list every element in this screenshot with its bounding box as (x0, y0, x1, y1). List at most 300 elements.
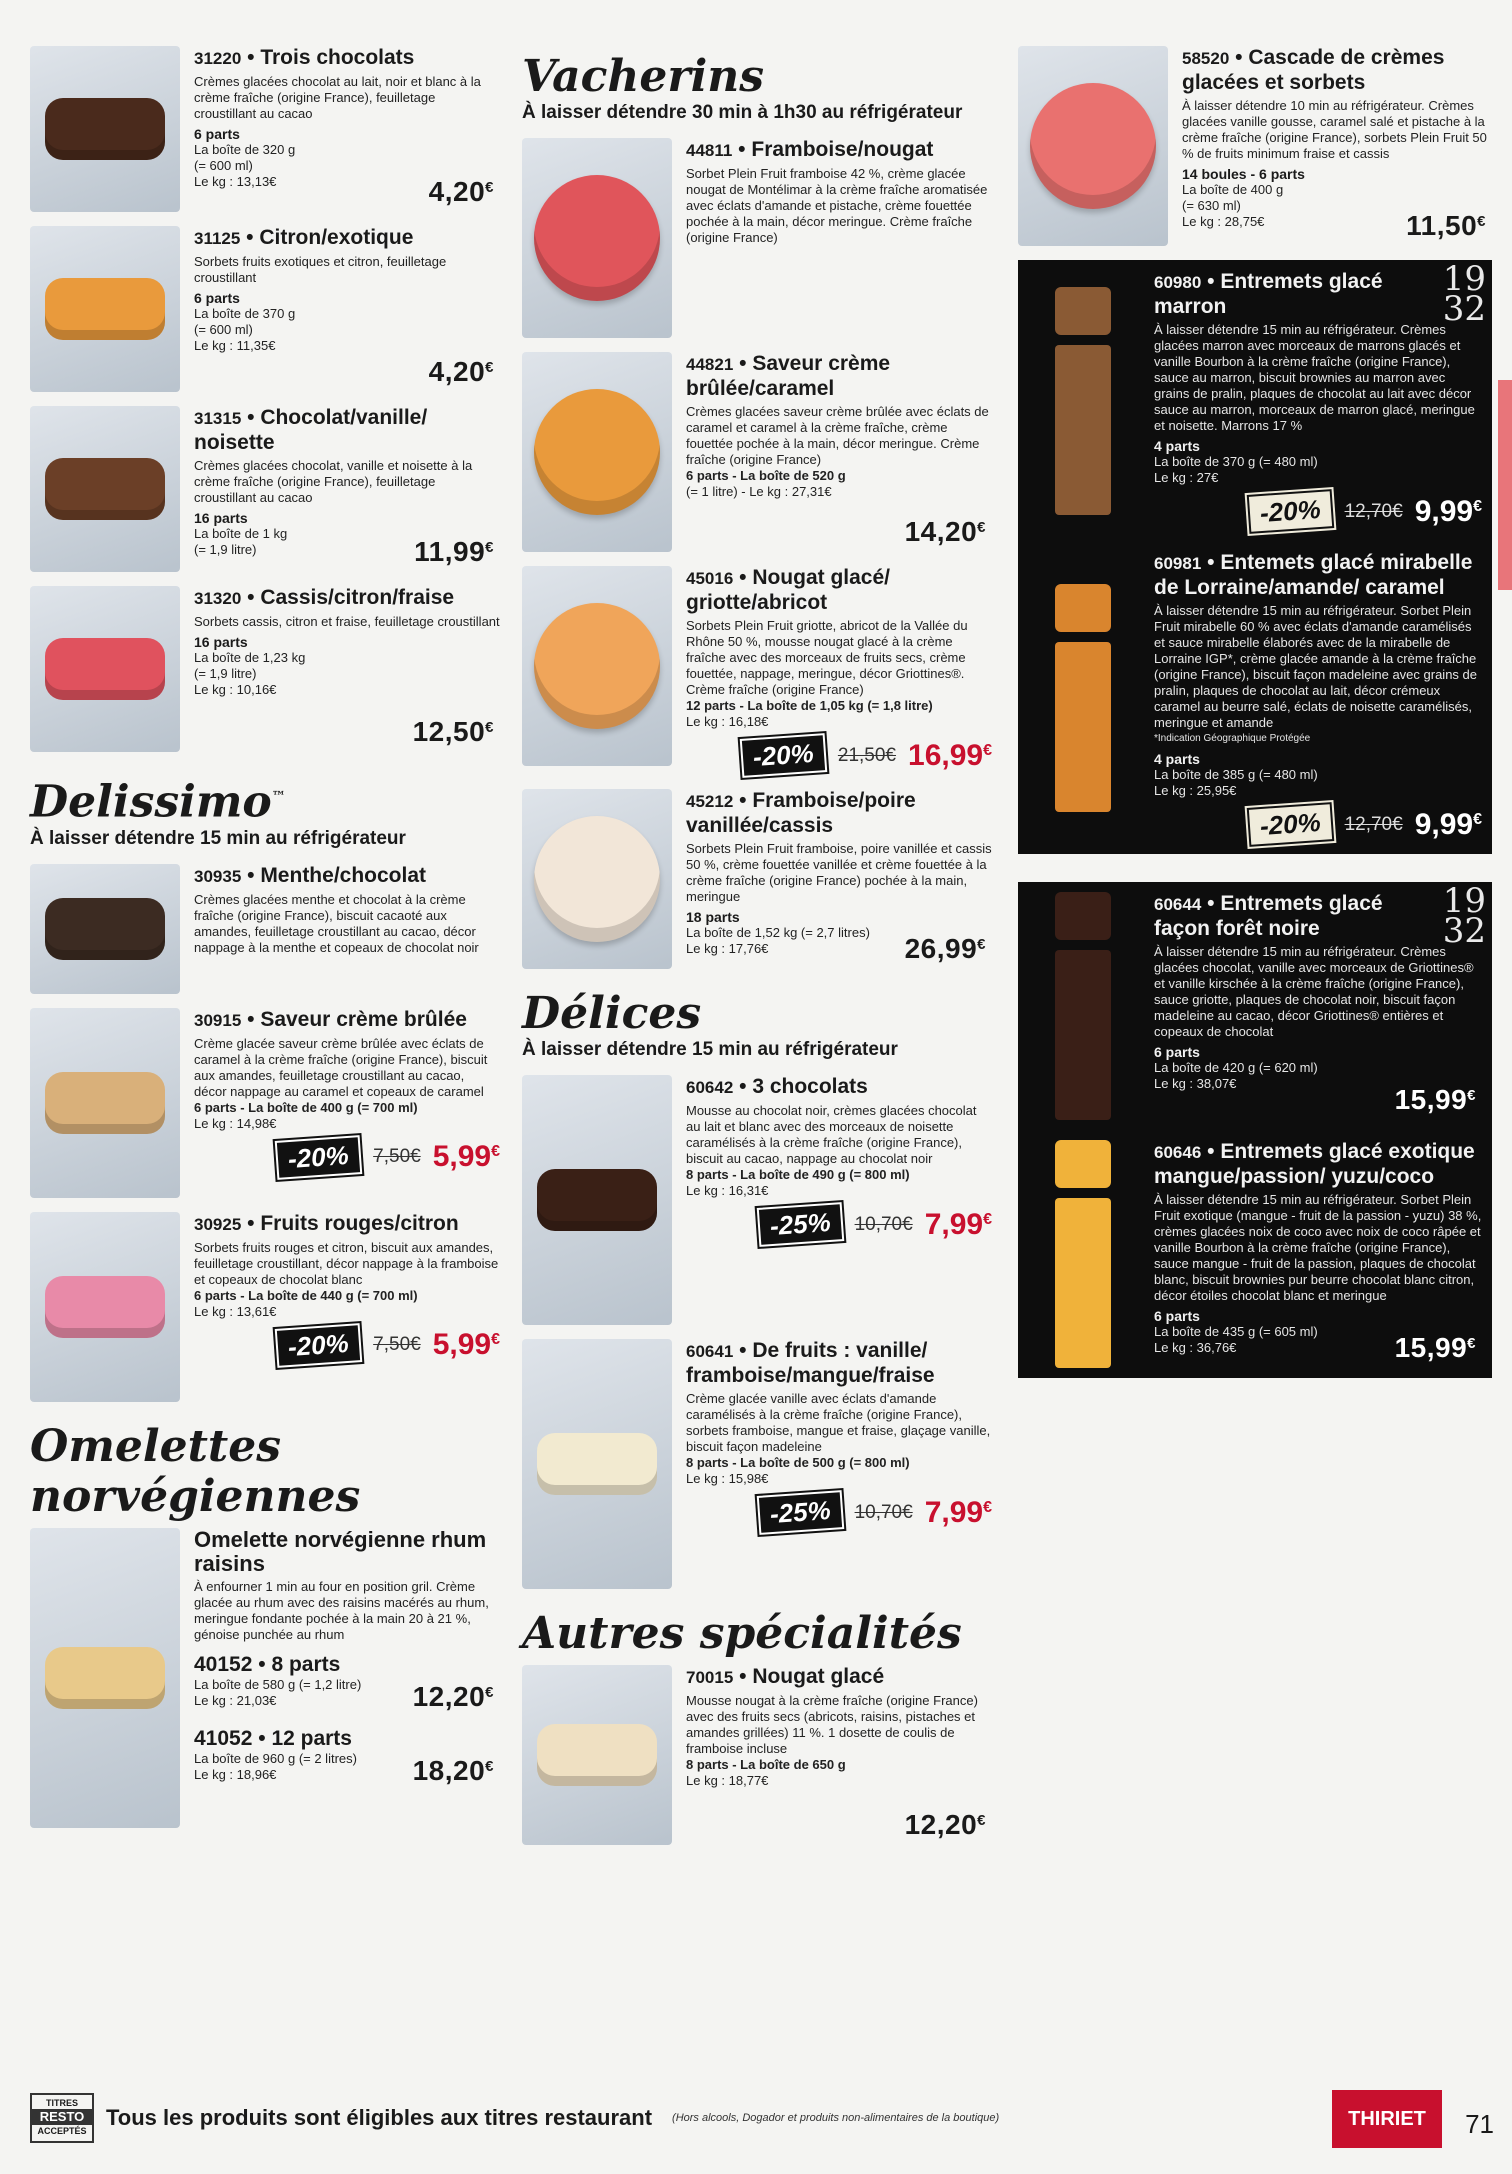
euro-sign: € (983, 741, 992, 759)
bullet: • (1201, 1140, 1221, 1163)
euro-sign: € (485, 1683, 494, 1701)
product-shape (537, 1433, 657, 1495)
product-info (1182, 46, 1492, 246)
bullet: • (252, 1726, 272, 1750)
product-title (686, 1075, 992, 1100)
price (429, 176, 494, 208)
product-title (194, 1008, 500, 1033)
logo-year-part: 19 (1442, 881, 1486, 921)
old-price: 7,50€ (373, 1334, 421, 1356)
product-title (1154, 551, 1482, 600)
product-photo (1028, 1140, 1138, 1368)
euro-sign: € (977, 1812, 986, 1829)
product-photo (522, 1665, 672, 1845)
product-info (1154, 551, 1482, 844)
euro-sign: € (1473, 810, 1482, 828)
euro-sign: € (1473, 497, 1482, 515)
product-photo (522, 566, 672, 766)
price-value: 26,99 (904, 933, 978, 964)
product-title (194, 226, 500, 251)
product-shape (534, 603, 660, 729)
bullet: • (733, 1339, 753, 1362)
product-slice (1055, 1140, 1111, 1188)
product-code: 44811 (686, 141, 733, 160)
price-value: 11,99 (414, 536, 486, 567)
section-subtitle: À laisser détendre 30 min à 1h30 au réfrigérateur (522, 102, 963, 123)
product-price-per-kg: Le kg : 38,07€ (1154, 1076, 1237, 1091)
product-photo (522, 138, 672, 338)
promo-row (1154, 492, 1482, 531)
product-code: 44821 (686, 355, 734, 374)
product-shape (534, 816, 660, 942)
logo-year-part: 32 (1442, 911, 1486, 951)
price (905, 516, 986, 548)
product-pack: La boîte de 320 g (194, 142, 296, 157)
product-name: Entremets glacé exotique mangue/passion/ yuzu/coco (1154, 1140, 1475, 1188)
bullet: • (1201, 892, 1221, 915)
variant-parts: 12 parts (271, 1726, 352, 1750)
product-photo (522, 1339, 672, 1589)
product-title (686, 566, 992, 615)
product-info (194, 586, 500, 752)
product-bar (1055, 950, 1111, 1120)
product-card (30, 40, 500, 220)
product-card-dark (1018, 1130, 1492, 1378)
product-photo (30, 1528, 180, 1828)
product-title (194, 586, 500, 611)
promo-row (194, 1138, 500, 1177)
product-photo (30, 226, 180, 392)
product-name: Entemets glacé mirabelle de Lorraine/amande/ caramel (1154, 551, 1473, 599)
product-bar (1055, 642, 1111, 812)
product-variant (194, 1727, 500, 1791)
titres-resto-logo-line: TITRES (45, 2098, 78, 2108)
titres-resto-logo-line: ACCEPTÉS (37, 2126, 87, 2136)
product-shape (1030, 83, 1156, 209)
bullet: • (732, 138, 752, 161)
product-code: 70015 (686, 1668, 734, 1687)
new-price (1415, 808, 1482, 842)
product-description: À laisser détendre 10 min au réfrigérateur. Crèmes glacées vanille gousse, caramel salé et pistache à la crème fraîche (origine France), sorbets Plein Fruit 50 % de fruits minimum fraise et cassis (1182, 98, 1487, 161)
old-price: 21,50€ (837, 744, 897, 766)
product-code: 60981 (1154, 554, 1202, 573)
product-card (522, 783, 992, 977)
product-card (30, 400, 500, 580)
product-price-per-kg: Le kg : 27€ (1154, 470, 1219, 485)
product-title (194, 864, 500, 889)
bullet: • (241, 406, 261, 429)
new-price-value: 9,99 (1414, 807, 1474, 841)
product-title (194, 406, 500, 455)
product-card (30, 1002, 500, 1206)
titres-resto-logo (30, 2093, 94, 2143)
product-name: De fruits : vanille/ framboise/mangue/fraise (686, 1339, 935, 1387)
bullet: • (733, 352, 753, 375)
price (429, 356, 494, 388)
logo-year-part: 19 (1442, 259, 1486, 299)
product-photo (30, 586, 180, 752)
discount-badge: -20% (1247, 802, 1334, 847)
euro-sign: € (977, 519, 986, 536)
product-shape (534, 389, 660, 515)
product-info (194, 1008, 500, 1198)
product-parts: 6 parts (1154, 1044, 1200, 1060)
product-card (522, 1069, 992, 1333)
product-pack: La boîte de 435 g (= 605 ml) (1154, 1324, 1318, 1339)
column-right (1018, 40, 1492, 1378)
product-description: À laisser détendre 15 min au réfrigérateur. Sorbet Plein Fruit mirabelle 60 % avec éclats d'amande caramélisés et sauce mirabelle élaborés avec de la mirabelle de Lorraine IGP*, crème glacée amande à la crème fraîche (origine France), biscuit façon madeleine avec grains de pralin, plaques de chocolat au lait, décor crémeux caramel au beurre salé, éclats de noisette caramélisés, meringue et amande (1154, 603, 1478, 730)
product-pack: 8 parts - La boîte de 490 g (= 800 ml) (686, 1167, 910, 1182)
product-code: 58520 (1182, 49, 1230, 68)
product-code: 40152 (194, 1652, 253, 1676)
product-shape (45, 98, 165, 160)
new-price-value: 5,99 (432, 1328, 492, 1362)
product-card (30, 580, 500, 760)
product-pack: La boîte de 1,23 kg (194, 650, 306, 665)
product-description: Sorbets Plein Fruit griotte, abricot de la Vallée du Rhône 50 %, mousse nougat glacé à la crème fraîche avec des morceaux de fruits secs, crème fouettée, nappage, meringue, décor Griottines®. Crème fraîche (origine France) (686, 618, 968, 697)
product-pack: (= 1,9 litre) (194, 666, 257, 681)
product-parts: 6 parts (194, 290, 240, 306)
price-value: 18,20 (412, 1754, 486, 1786)
product-card (30, 1522, 500, 1836)
product-card (522, 346, 992, 560)
new-price (1415, 495, 1482, 529)
product-parts: 6 parts (194, 126, 240, 142)
column-left (30, 40, 500, 1836)
product-code: 31125 (194, 229, 241, 248)
product-code: 60980 (1154, 273, 1202, 292)
product-shape (45, 1276, 165, 1338)
product-description: Sorbets fruits rouges et citron, biscuit aux amandes, feuilletage croustillant, décor nappage à la framboise et copeaux de chocolat blanc (194, 1239, 499, 1287)
product-pack: La boîte de 1,52 kg (= 2,7 litres) (686, 925, 870, 940)
product-pack: La boîte de 420 g (= 620 ml) (1154, 1060, 1318, 1075)
product-pack: Le kg : 11,35€ (194, 338, 276, 353)
product-description: À laisser détendre 15 min au réfrigérateur. Sorbet Plein Fruit exotique (mangue - fruit de la passion - yuzu) 38 %, crèmes glacées noix de coco avec noix de coco râpée et vanille Bourbon à la crème fraîche (origine France), sauce mangue - fruit de la passion, plaques de chocolat blanc, biscuit brownies pur beurre chocolat blanc citron, décor étoiles chocolat blanc et meringue (1154, 1192, 1482, 1303)
product-info (1154, 892, 1482, 1120)
euro-sign: € (1467, 1087, 1476, 1104)
product-price-per-kg: Le kg : 13,61€ (194, 1303, 277, 1319)
product-title (194, 1212, 500, 1237)
product-pack: La boîte de 580 g (= 1,2 litre) (194, 1676, 362, 1692)
bullet: • (241, 1211, 261, 1235)
product-name: Fruits rouges/citron (260, 1211, 459, 1235)
section-title-delices: Délices (522, 988, 702, 1039)
product-code: 31220 (194, 49, 242, 68)
product-price-per-kg: Le kg : 16,18€ (686, 714, 769, 729)
product-name: Saveur crème brûlée (260, 1007, 467, 1031)
product-card-dark (1018, 541, 1492, 854)
new-price (925, 1496, 992, 1530)
new-price-value: 7,99 (924, 1495, 984, 1529)
product-code: 60644 (1154, 895, 1202, 914)
dark-panel-2 (1018, 882, 1492, 1378)
euro-sign: € (983, 1210, 992, 1228)
product-price-per-kg: Le kg : 25,95€ (1154, 783, 1237, 798)
product-title (1154, 1140, 1482, 1189)
product-name: Nougat glacé/ griotte/abricot (686, 566, 891, 614)
product-pack: 12 parts - La boîte de 1,05 kg (= 1,8 litre) (686, 698, 933, 713)
product-description: Crème glacée saveur crème brûlée avec éclats de caramel à la crème fraîche (origine France), biscuit aux amandes, feuilletage croustillant au cacao, décor nappage au caramel et copeaux de caramel (194, 1035, 488, 1099)
product-shape (537, 1724, 657, 1786)
old-price: 10,70€ (854, 1213, 913, 1235)
euro-sign: € (977, 936, 986, 953)
new-price (925, 1208, 992, 1242)
product-card (522, 1333, 992, 1597)
price-value: 12,20 (412, 1680, 486, 1712)
product-info (686, 789, 992, 969)
product-price-per-kg: Le kg : 15,98€ (686, 1471, 769, 1486)
discount-badge: -20% (1247, 489, 1334, 534)
product-pack: 6 parts - La boîte de 520 g (686, 468, 846, 483)
bullet: • (240, 226, 260, 249)
product-name: Entremets glacé marron (1154, 270, 1383, 318)
discount-badge: -25% (757, 1490, 844, 1535)
price (905, 933, 986, 965)
product-description: Mousse nougat à la crème fraîche (origine France) avec des fruits secs (abricots, raisins, pistaches et amandes grillées) 11 %. 1 dosette de coulis de framboise incluse (686, 1693, 978, 1756)
product-photo (1018, 46, 1168, 246)
product-description: Sorbets cassis, citron et fraise, feuilletage croustillant (194, 614, 500, 629)
bullet: • (733, 1665, 753, 1688)
bullet: • (1201, 551, 1221, 574)
product-shape (45, 638, 165, 700)
discount-badge: -25% (757, 1202, 844, 1247)
discount-badge: -20% (275, 1323, 362, 1368)
product-description: À laisser détendre 15 min au réfrigérateur. Crèmes glacées marron avec morceaux de marrons glacés et vanille Bourbon à la crème fraîche (origine France), sauce au marron, biscuit brownies au marron avec grains de pralin, plaques de chocolat au lait avec décor sauce au marron, morceaux de marron glacé, meringue et noisette. Marrons 17 % (1154, 322, 1475, 433)
product-price-per-kg: Le kg : 16,31€ (686, 1183, 769, 1198)
euro-sign: € (491, 1331, 500, 1349)
logo-year-part: 32 (1442, 289, 1486, 329)
price (413, 1755, 494, 1787)
product-name: Menthe/chocolat (260, 863, 426, 887)
discount-badge: -20% (275, 1135, 362, 1180)
product-photo (30, 864, 180, 994)
product-info (686, 1339, 992, 1589)
price-value: 12,20 (904, 1809, 978, 1840)
euro-sign: € (1477, 213, 1486, 230)
promo-row (686, 736, 992, 775)
product-info (686, 1075, 992, 1325)
euro-sign: € (485, 539, 494, 556)
old-price: 10,70€ (854, 1501, 913, 1523)
product-photo (1028, 270, 1138, 531)
product-description: Crèmes glacées menthe et chocolat à la crème fraîche (origine France), biscuit cacaoté aux amandes, feuilletage croustillant au cacao, décor nappage à la menthe et copeaux de chocolat noir (194, 891, 479, 955)
section-title-omelettes: Omelettes norvégiennes (30, 1420, 361, 1522)
section-title-vacherins: Vacherins (522, 51, 765, 102)
product-info (1154, 1140, 1482, 1368)
product-description: Crème glacée vanille avec éclats d'amande caramélisés à la crème fraîche (origine France), sorbets framboise, mangue et fraise, glaçage vanille, biscuit façon madeleine (686, 1391, 991, 1454)
product-description: Crèmes glacées chocolat, vanille et noisette à la crème fraîche (origine France), feuilletage croustillant au cacao (194, 458, 473, 505)
product-info (686, 138, 992, 338)
price (414, 536, 494, 568)
section-subtitle: À laisser détendre 15 min au réfrigérateur (30, 827, 406, 849)
product-pack: 8 parts - La boîte de 500 g (= 800 ml) (686, 1455, 910, 1470)
product-shape (45, 1072, 165, 1134)
product-parts: 18 parts (686, 909, 740, 925)
variant-title (194, 1653, 500, 1677)
price (413, 716, 494, 748)
product-parts: 14 boules - 6 parts (1182, 166, 1305, 182)
page-footer (30, 2088, 1512, 2148)
promo-row (686, 1493, 992, 1532)
price-value: 11,50 (1406, 210, 1478, 241)
product-photo (30, 406, 180, 572)
footer-note: (Hors alcools, Dogador et produits non-alimentaires de la boutique) (672, 2112, 1000, 2124)
product-card (30, 858, 500, 1002)
price-value: 4,20 (428, 176, 486, 207)
product-code: 41052 (194, 1726, 253, 1750)
price (1395, 1084, 1476, 1116)
product-variant (194, 1653, 500, 1717)
variant-parts: 8 parts (271, 1652, 341, 1676)
product-pack: 8 parts - La boîte de 650 g (686, 1757, 846, 1772)
section-title-autres: Autres spécialités (522, 1608, 962, 1659)
product-shape (45, 1647, 165, 1709)
product-price-per-kg: Le kg : 21,03€ (194, 1692, 277, 1708)
product-info (194, 406, 500, 572)
product-name: Framboise/nougat (751, 138, 934, 161)
variant-title (194, 1727, 500, 1751)
product-name: Cassis/citron/fraise (260, 586, 455, 609)
new-price-value: 16,99 (908, 738, 984, 772)
product-info (194, 226, 500, 392)
old-price: 12,70€ (1344, 813, 1403, 835)
product-photo (522, 1075, 672, 1325)
product-price-per-kg: Le kg : 18,77€ (686, 1773, 769, 1788)
bullet: • (733, 566, 753, 589)
titres-resto-logo-line: RESTO (32, 2109, 92, 2125)
product-photo (522, 352, 672, 552)
euro-sign: € (491, 1143, 500, 1161)
product-bar (1055, 345, 1111, 515)
product-photo (30, 46, 180, 212)
product-card (1018, 40, 1492, 254)
new-price-value: 7,99 (924, 1207, 984, 1241)
product-code: 30925 (194, 1214, 242, 1234)
product-photo (1028, 551, 1138, 844)
product-pack: La boîte de 370 g (194, 306, 296, 321)
product-shape (534, 175, 660, 301)
product-description: Sorbet Plein Fruit framboise 42 %, crème glacée nougat de Montélimar à la crème fraîche aromatisée avec éclats d'amande et pistache, crème fouettée pochée à la main, décor meringue. Crème fraîche (origine France) (686, 166, 988, 245)
product-description: Crèmes glacées saveur crème brûlée avec éclats de caramel et caramel à la crème fraîche, crème fouettée pochée à la main, décor meringue. Crème fraîche (origine France) (686, 404, 989, 467)
product-slice (1055, 287, 1111, 335)
product-price-per-kg: Le kg : 17,76€ (686, 941, 769, 956)
product-name: Cascade de crèmes glacées et sorbets (1182, 46, 1445, 94)
product-name: Omelette norvégienne rhum raisins (194, 1526, 487, 1576)
bullet: • (252, 1652, 272, 1676)
product-pack: Le kg : 28,75€ (1182, 214, 1265, 229)
product-info (194, 1212, 500, 1402)
column-middle (522, 40, 992, 1853)
product-code: 45212 (686, 792, 734, 811)
product-code: 60646 (1154, 1143, 1202, 1162)
euro-sign: € (1467, 1335, 1476, 1352)
price-value: 12,50 (412, 716, 486, 747)
product-shape (45, 278, 165, 340)
product-name: Framboise/poire vanillée/cassis (686, 789, 916, 837)
price (905, 1809, 986, 1841)
product-photo (1028, 892, 1138, 1120)
product-code: 45016 (686, 569, 734, 588)
product-photo (522, 789, 672, 969)
product-pack: (= 600 ml) (194, 322, 253, 337)
trademark: ™ (271, 789, 286, 805)
euro-sign: € (983, 1498, 992, 1516)
price-value: 15,99 (1394, 1084, 1468, 1115)
bullet: • (241, 863, 261, 887)
bullet: • (1201, 270, 1221, 293)
page-number: 71 (1465, 2109, 1494, 2139)
product-card-dark (1018, 260, 1492, 541)
product-info (194, 46, 500, 212)
bullet: • (733, 789, 753, 812)
product-price-per-kg: (= 1 litre) - Le kg : 27,31€ (686, 484, 832, 499)
new-price (433, 1328, 500, 1362)
footer-text: Tous les produits sont éligibles aux titres restaurant (106, 2105, 653, 2130)
dark-panel-1 (1018, 260, 1492, 854)
product-name: Citron/exotique (259, 226, 414, 249)
euro-sign: € (485, 1757, 494, 1775)
product-price-per-kg: Le kg : 18,96€ (194, 1766, 277, 1782)
product-card (522, 132, 992, 346)
product-name: Chocolat/vanille/ noisette (194, 406, 428, 454)
price-value: 15,99 (1394, 1332, 1468, 1363)
price (1395, 1332, 1476, 1364)
new-price (908, 739, 992, 773)
euro-sign: € (485, 719, 494, 736)
new-price-value: 9,99 (1414, 494, 1474, 528)
product-name: 3 chocolats (752, 1075, 868, 1098)
product-title (686, 1665, 992, 1690)
section-subtitle: À laisser détendre 15 min au réfrigérateur (522, 1039, 898, 1060)
euro-sign: € (485, 359, 494, 376)
promo-row (1154, 805, 1482, 844)
bullet: • (241, 1007, 261, 1031)
product-title (194, 46, 500, 71)
product-title (1182, 46, 1492, 95)
bullet: • (733, 1075, 753, 1098)
product-code: 31320 (194, 589, 242, 608)
product-card (30, 220, 500, 400)
product-name: Nougat glacé (752, 1665, 885, 1688)
product-description: Mousse au chocolat noir, crèmes glacées chocolat au lait et blanc avec des morceaux de noisette caramélisés à la crème fraîche (origine France), biscuit au cacao, nappage au chocolat noir (686, 1103, 977, 1166)
product-title (1154, 892, 1482, 941)
product-pack: (= 1,9 litre) (194, 542, 257, 557)
product-code: 60642 (686, 1078, 734, 1097)
product-description: Crèmes glacées chocolat au lait, noir et blanc à la crème fraîche (origine France), feuilletage croustillant au cacao (194, 74, 481, 121)
product-pack: La boîte de 385 g (= 480 ml) (1154, 767, 1318, 782)
price (1406, 210, 1486, 242)
product-pack: Le kg : 10,16€ (194, 682, 277, 697)
product-photo (30, 1008, 180, 1198)
product-description: À enfourner 1 min au four en position gril. Crème glacée au rhum avec des raisins macérés au rhum, meringue fondante pochée à la main 20 à 21 %, génoise punchée au rhum (194, 1578, 489, 1642)
product-pack: (= 600 ml) (194, 158, 253, 173)
section-title-text: Delissimo (30, 776, 272, 828)
product-parts: 6 parts (1154, 1308, 1200, 1324)
product-description: Sorbets Plein Fruit framboise, poire vanillée et cassis 50 %, crème fouettée vanillée et crème fouettée à la crème fraîche (origine France) pochée à la main, meringue (686, 841, 992, 904)
product-title (686, 138, 992, 163)
product-info (194, 864, 500, 994)
bullet: • (241, 46, 261, 69)
promo-row (686, 1205, 992, 1244)
product-name: Saveur crème brûlée/caramel (686, 352, 891, 400)
page-edge-tab (1498, 380, 1512, 590)
product-description: À laisser détendre 15 min au réfrigérateur. Crèmes glacées chocolat, vanille avec morceaux de Griottines® et vanille kirschée à la crème fraîche (origine France), sauce griotte, plaques de chocolat noir, biscuit façon madeleine au cacao, décor Griottines® entières et copeaux de chocolat (1154, 944, 1474, 1039)
price-value: 14,20 (904, 516, 978, 547)
product-card (30, 1206, 500, 1410)
product-title (686, 789, 992, 838)
product-parts: 4 parts (1154, 751, 1200, 767)
product-code: 60641 (686, 1342, 734, 1361)
